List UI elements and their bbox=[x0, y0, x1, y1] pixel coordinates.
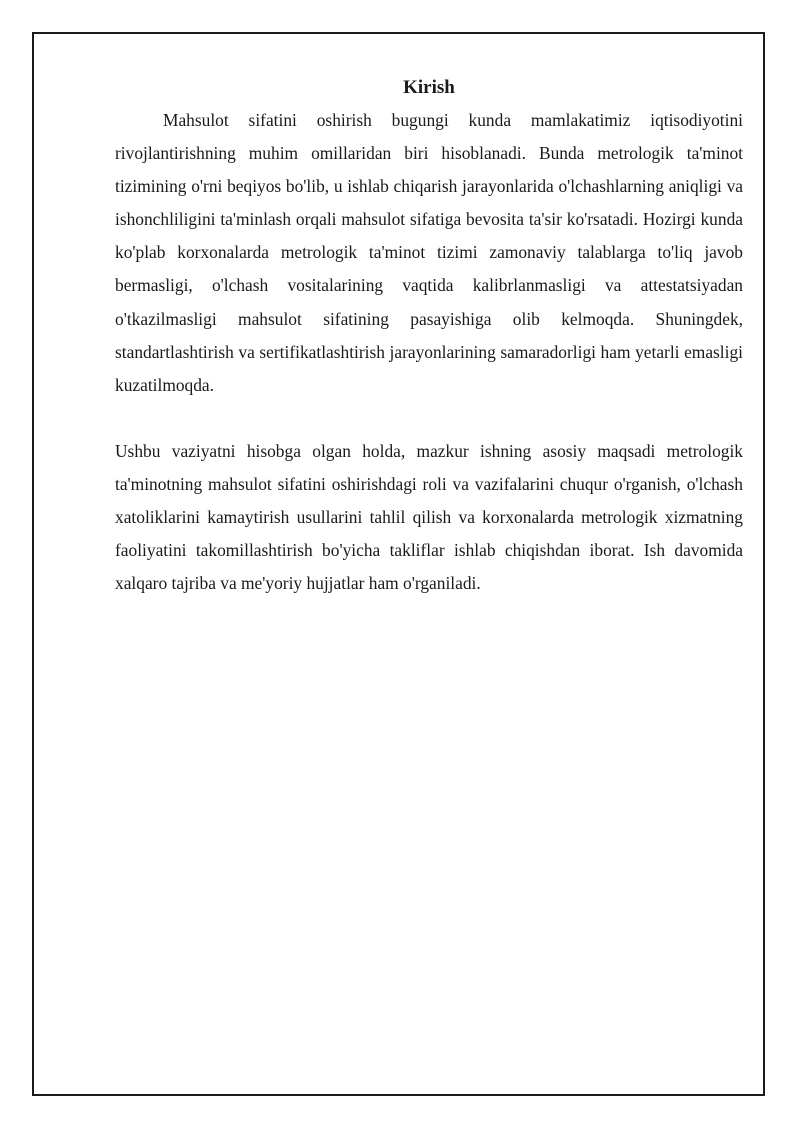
document-body bbox=[115, 72, 743, 600]
document-title: Kirish bbox=[403, 77, 455, 98]
paragraph-introduction: Mahsulot sifatini oshirish bugungi kunda mamlakatimiz iqtisodiyotini rivojlantirishning muhim omillaridan biri hisoblanadi. Bunda metrologik ta'minot tizimining o'rni beqiyos bo'lib, u ishlab chiqarish jarayonlarida o'lchashlarning aniqligi va ishonchliligini ta'minlash orqali mahsulot sifatiga bevosita ta'sir ko'rsatadi. Hozirgi kunda ko'plab korxonalarda metrologik ta'minot tizimi zamonaviy talablarga to'liq javob bermasligi, o'lchash vositalarining vaqtida kalibrlanmasligi va attestatsiyadan o'tkazilmasligi mahsulot sifatining pasayishiga olib kelmoqda. Shuningdek, standartlashtirish va sertifikatlashtirish jarayonlarining samaradorligi ham yetarli emasligi kuzatilmoqda. bbox=[115, 110, 743, 395]
paragraph-objective: Ushbu vaziyatni hisobga olgan holda, mazkur ishning asosiy maqsadi metrologik ta'minotning mahsulot sifatini oshirishdagi roli va vazifalarini chuqur o'rganish, o'lchash xatoliklarini kamaytirish usullarini tahlil qilish va korxonalarda metrologik xizmatning faoliyatini takomillashtirish bo'yicha takliflar ishlab chiqishdan iborat. Ish davomida xalqaro tajriba va me'yoriy hujjatlar ham o'rganiladi. bbox=[115, 440, 743, 594]
